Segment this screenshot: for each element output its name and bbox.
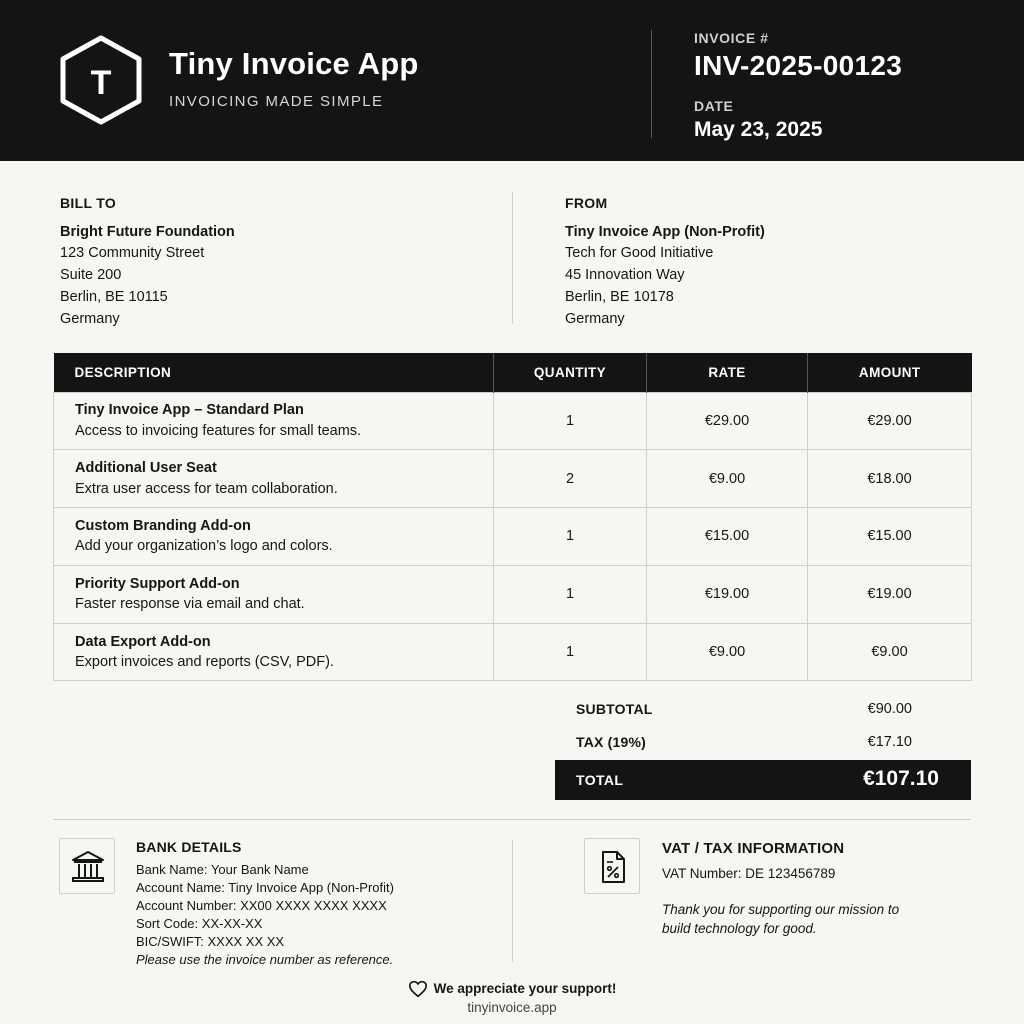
header-divider xyxy=(651,30,652,138)
bank-name-row xyxy=(136,861,394,879)
bill-to-block xyxy=(60,193,235,330)
table-row xyxy=(54,565,972,623)
item-title: Additional User Seat xyxy=(75,460,217,477)
item-title: Custom Branding Add-on xyxy=(75,517,251,534)
column-header-quantity: QUANTITY xyxy=(494,353,647,392)
footer-divider xyxy=(53,819,971,820)
tax-value: €17.10 xyxy=(867,734,912,750)
column-header-description: DESCRIPTION xyxy=(54,353,494,392)
subtotal-label: SUBTOTAL xyxy=(576,701,653,717)
item-detail: Extra user access for team collaboration. xyxy=(75,480,338,497)
invoice-date-label: DATE xyxy=(694,98,734,114)
bill-to-line: Germany xyxy=(60,310,120,327)
appreciation-message xyxy=(0,980,1024,998)
item-quantity: 1 xyxy=(494,565,647,623)
table-row xyxy=(54,450,972,508)
vat-info-label: VAT / TAX INFORMATION xyxy=(662,840,845,857)
column-header-rate: RATE xyxy=(647,353,808,392)
item-description xyxy=(54,565,494,623)
item-rate: €9.00 xyxy=(647,623,808,681)
invoice-header xyxy=(0,0,1024,161)
item-quantity: 1 xyxy=(494,392,647,450)
item-amount: €19.00 xyxy=(808,565,972,623)
column-header-amount: AMOUNT xyxy=(808,353,972,392)
item-title: Tiny Invoice App – Standard Plan xyxy=(75,402,304,419)
item-rate: €9.00 xyxy=(647,450,808,508)
bill-to-line: Berlin, BE 10115 xyxy=(60,288,168,305)
item-detail: Access to invoicing features for small teams. xyxy=(75,422,362,439)
from-line: Berlin, BE 10178 xyxy=(565,288,674,305)
bic-value: XXXX XX XX xyxy=(207,934,285,949)
footer-vertical-divider xyxy=(512,840,513,962)
from-block xyxy=(565,193,765,330)
sort-code-key: Sort Code: xyxy=(136,916,199,931)
table-row xyxy=(54,392,972,450)
account-number-value: XX00 XXXX XXXX XXXX xyxy=(240,898,387,913)
app-logo-icon xyxy=(58,34,144,126)
item-description xyxy=(54,623,494,681)
invoice-number: INV-2025-00123 xyxy=(694,50,903,81)
bank-details-block xyxy=(136,838,394,969)
account-name-row xyxy=(136,879,394,897)
item-description xyxy=(54,450,494,508)
item-amount: €18.00 xyxy=(808,450,972,508)
heart-icon xyxy=(408,980,428,998)
item-detail: Export invoices and reports (CSV, PDF). xyxy=(75,654,334,671)
bic-key: BIC/SWIFT: xyxy=(136,934,204,949)
item-title: Data Export Add-on xyxy=(75,633,211,650)
item-rate: €15.00 xyxy=(647,508,808,566)
website-link[interactable]: tinyinvoice.app xyxy=(467,1000,557,1015)
table-row xyxy=(54,623,972,681)
item-detail: Add your organization’s logo and colors. xyxy=(75,538,333,555)
table-row xyxy=(54,508,972,566)
account-number-row xyxy=(136,897,394,915)
vat-info-block xyxy=(662,840,902,938)
item-amount: €15.00 xyxy=(808,508,972,566)
total-label: TOTAL xyxy=(576,772,624,788)
from-label: FROM xyxy=(565,195,608,211)
table-header-row xyxy=(54,353,972,392)
item-amount: €9.00 xyxy=(808,623,972,681)
line-items-table xyxy=(53,353,972,681)
vat-number-key: VAT Number: xyxy=(662,865,742,881)
invoice-date: May 23, 2025 xyxy=(694,118,823,141)
logo-letter: T xyxy=(90,64,112,102)
appreciation-text: We appreciate your support! xyxy=(433,981,617,996)
bank-details-label: BANK DETAILS xyxy=(136,839,242,855)
account-number-key: Account Number: xyxy=(136,898,237,913)
address-divider xyxy=(512,192,513,324)
account-name-key: Account Name: xyxy=(136,880,225,895)
bank-name-key: Bank Name: xyxy=(136,862,208,877)
from-line: 45 Innovation Way xyxy=(565,267,685,284)
bank-icon xyxy=(59,838,115,894)
subtotal-value: €90.00 xyxy=(867,701,912,717)
item-description xyxy=(54,392,494,450)
tax-document-icon xyxy=(584,838,640,894)
bill-to-label: BILL TO xyxy=(60,195,117,211)
thank-you-note: Thank you for supporting our mission to build technology for good. xyxy=(662,902,900,936)
from-name: Tiny Invoice App (Non-Profit) xyxy=(565,223,765,240)
item-title: Priority Support Add-on xyxy=(75,575,240,592)
item-detail: Faster response via email and chat. xyxy=(75,596,305,613)
item-rate: €19.00 xyxy=(647,565,808,623)
item-description xyxy=(54,508,494,566)
bic-row xyxy=(136,933,394,951)
bill-to-line: 123 Community Street xyxy=(60,245,205,262)
sort-code-row xyxy=(136,915,394,933)
app-title: Tiny Invoice App xyxy=(169,46,419,81)
bill-to-name: Bright Future Foundation xyxy=(60,223,235,240)
item-quantity: 2 xyxy=(494,450,647,508)
total-value: €107.10 xyxy=(863,767,939,790)
from-line: Tech for Good Initiative xyxy=(565,245,714,262)
item-amount: €29.00 xyxy=(808,392,972,450)
invoice-number-label: INVOICE # xyxy=(694,30,769,46)
item-rate: €29.00 xyxy=(647,392,808,450)
vat-number-row xyxy=(662,865,902,884)
item-quantity: 1 xyxy=(494,508,647,566)
from-line: Germany xyxy=(565,310,625,327)
sort-code-value: XX-XX-XX xyxy=(201,916,263,931)
vat-number-value: DE 123456789 xyxy=(745,865,836,881)
bank-name-value: Your Bank Name xyxy=(210,862,309,877)
bank-reference-note: Please use the invoice number as reference. xyxy=(136,952,394,967)
total-bar xyxy=(555,760,971,800)
tax-label: TAX (19%) xyxy=(576,734,646,750)
app-tagline: INVOICING MADE SIMPLE xyxy=(169,93,384,110)
bill-to-line: Suite 200 xyxy=(60,267,122,284)
account-name-value: Tiny Invoice App (Non-Profit) xyxy=(228,880,394,895)
item-quantity: 1 xyxy=(494,623,647,681)
